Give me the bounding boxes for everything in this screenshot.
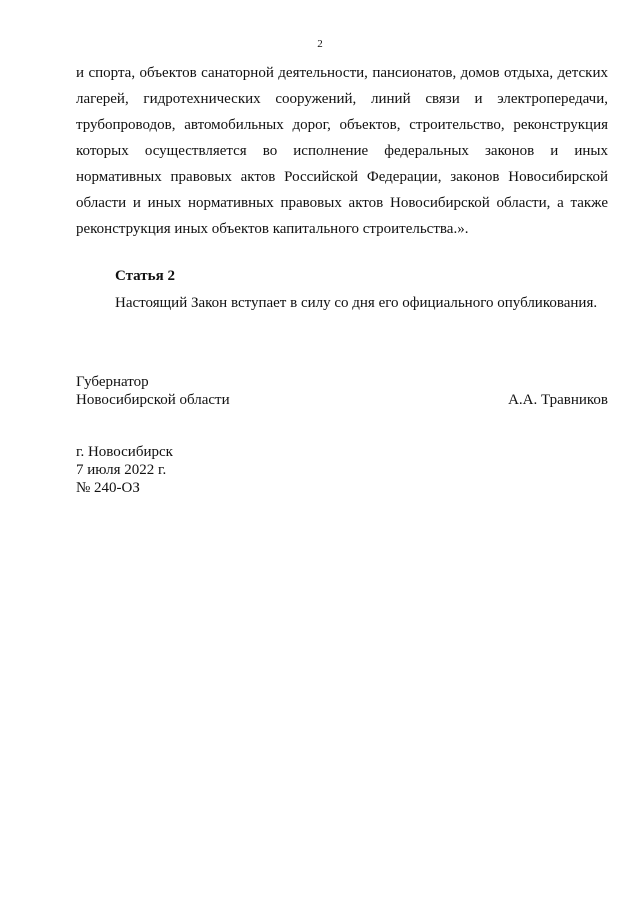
article-text: Настоящий Закон вступает в силу со дня его официального опубликования. (115, 295, 598, 311)
page-number: 2 (317, 38, 323, 50)
signature-title-line: Губернатор (76, 374, 149, 390)
signature-title-line: Новосибирской области (76, 392, 230, 408)
place-and-date (76, 443, 173, 497)
paragraph-line: реконструкция иных объектов капитального строительства.». (76, 221, 469, 237)
law-number: № 240-ОЗ (76, 480, 140, 496)
paragraph-line: трубопроводов, автомобильных дорог, объектов, строительство, реконструкция (76, 117, 608, 133)
article-heading: Статья 2 (115, 268, 175, 284)
paragraph-line: лагерей, гидротехнических сооружений, линий связи и электропередачи, (76, 91, 608, 107)
paragraph-line: области и иных нормативных правовых актов Новосибирской области, а также (76, 195, 608, 211)
date: 7 июля 2022 г. (76, 462, 167, 478)
paragraph-line: и спорта, объектов санаторной деятельности, пансионатов, домов отдыха, детских (76, 65, 608, 81)
signature-title (76, 373, 230, 409)
continued-paragraph (76, 60, 608, 242)
signatory-name: А.А. Травников (508, 392, 608, 408)
paragraph-line: которых осуществляется во исполнение федеральных законов и иных (76, 143, 608, 159)
city: г. Новосибирск (76, 444, 173, 460)
paragraph-line: нормативных правовых актов Российской Федерации, законов Новосибирской (76, 169, 608, 185)
